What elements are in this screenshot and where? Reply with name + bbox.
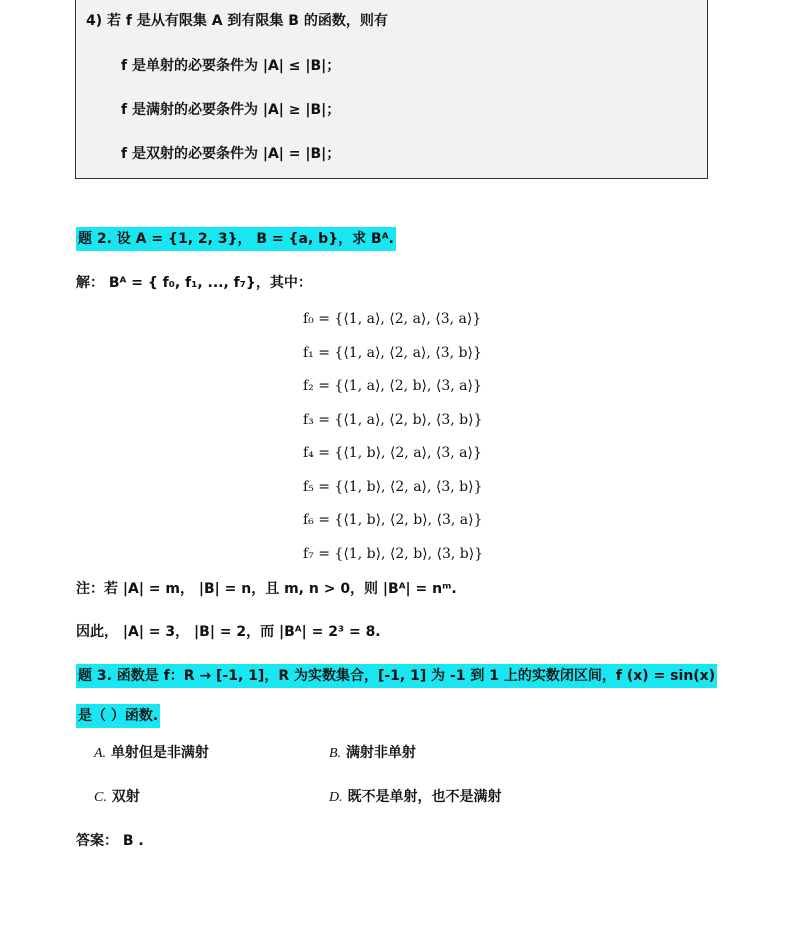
q2-title-highlight: 题 2. 设 A = {1, 2, 3}， B = {a, b}，求 Bᴬ. [76, 227, 396, 251]
equation-f4: f₄ = {⟨1, b⟩, ⟨2, a⟩, ⟨3, a⟩} [303, 445, 482, 461]
box-item-surjective: f 是满射的必要条件为 |A| ≥ |B|； [121, 102, 341, 118]
box-heading: 4) 若 f 是从有限集 A 到有限集 B 的函数，则有 [86, 13, 388, 29]
q3-title-line2 [76, 706, 160, 726]
option-a-text: 单射但是非满射 [110, 745, 209, 761]
q3-answer: 答案： B . [76, 833, 144, 849]
q2-solution-intro: 解： Bᴬ = { f₀, f₁, ..., f₇}，其中： [76, 275, 312, 291]
q3-title-highlight-2: 是（ ）函数. [76, 704, 160, 728]
option-c-text: 双射 [111, 789, 140, 805]
equation-f2: f₂ = {⟨1, a⟩, ⟨2, b⟩, ⟨3, a⟩} [303, 378, 482, 394]
equation-f6: f₆ = {⟨1, b⟩, ⟨2, b⟩, ⟨3, a⟩} [303, 512, 483, 528]
q3-option-a [94, 743, 209, 764]
equation-f1: f₁ = {⟨1, a⟩, ⟨2, a⟩, ⟨3, b⟩} [303, 344, 482, 361]
q2-title [76, 229, 396, 249]
theorem-box [75, 0, 708, 179]
q2-conclusion: 因此， |A| = 3， |B| = 2，而 |Bᴬ| = 2³ = 8. [76, 624, 381, 640]
option-a-key: A. [94, 746, 107, 761]
equation-f0: f₀ = {⟨1, a⟩, ⟨2, a⟩, ⟨3, a⟩} [303, 311, 482, 327]
equation-f3: f₃ = {⟨1, a⟩, ⟨2, b⟩, ⟨3, b⟩} [303, 411, 483, 428]
option-b-text: 满射非单射 [345, 745, 416, 761]
q2-note: 注：若 |A| = m， |B| = n，且 m, n > 0，则 |Bᴬ| = nᵐ. [76, 581, 457, 597]
option-d-key: D. [329, 790, 343, 805]
q3-title-line1 [76, 666, 717, 686]
q3-option-b [329, 743, 416, 764]
box-item-bijective: f 是双射的必要条件为 |A| = |B|； [121, 146, 341, 162]
option-c-key: C. [94, 790, 107, 805]
equation-f5: f₅ = {⟨1, b⟩, ⟨2, a⟩, ⟨3, b⟩} [303, 478, 483, 495]
option-b-key: B. [329, 746, 342, 761]
q3-title-highlight-1: 题 3. 函数是 f：R → [-1, 1]，R 为实数集合，[-1, 1] 为 -1 到 1 上的实数闭区间，f (x) = sin(x) [76, 664, 717, 688]
q3-option-d [329, 787, 502, 808]
q3-option-c [94, 787, 140, 808]
equation-f7: f₇ = {⟨1, b⟩, ⟨2, b⟩, ⟨3, b⟩} [303, 545, 484, 562]
box-item-injective: f 是单射的必要条件为 |A| ≤ |B|； [121, 58, 341, 74]
q2-equation-list [303, 306, 563, 574]
option-d-text: 既不是单射，也不是满射 [347, 789, 502, 805]
